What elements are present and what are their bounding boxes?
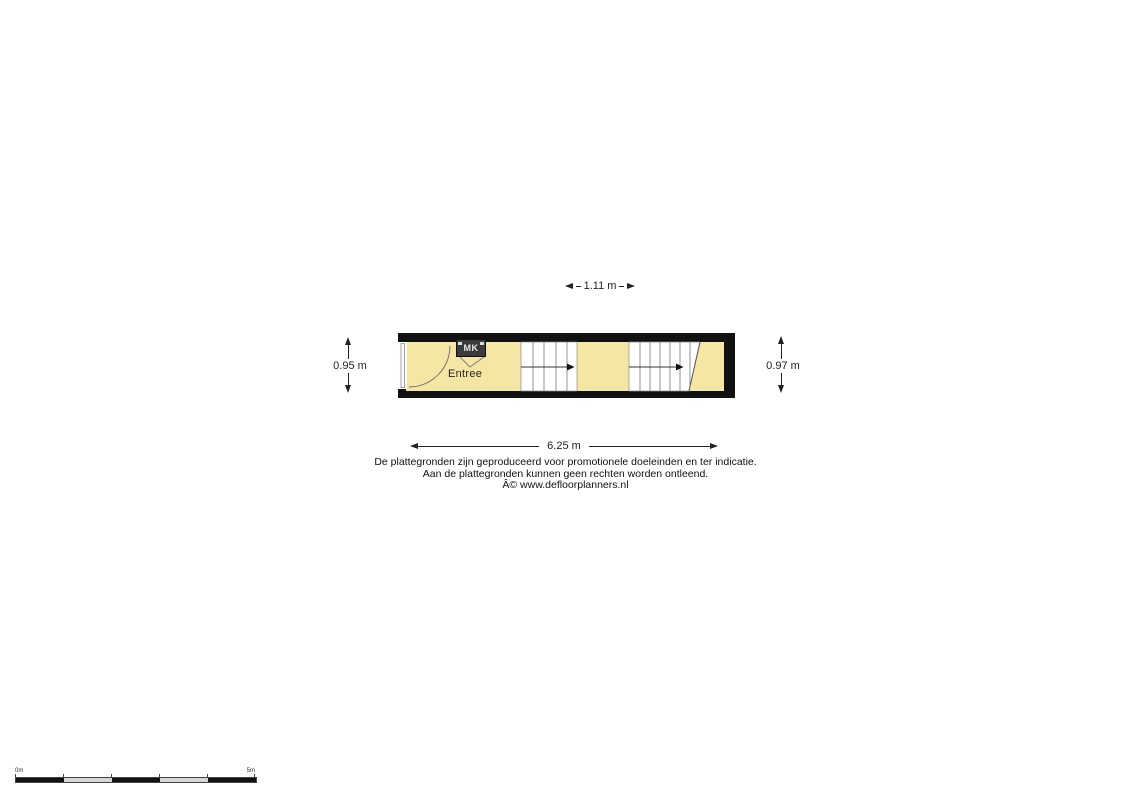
dimension-top-value: 1.11 m [583, 280, 617, 292]
scale-bar-start-label: 0m [15, 768, 24, 774]
disclaimer-line-3: Â© www.defloorplanners.nl [502, 479, 629, 492]
floor-plan-linework [398, 333, 735, 398]
scale-bar [15, 768, 255, 783]
arrow-down-icon [345, 385, 351, 393]
staircase-lower [521, 342, 577, 391]
scale-bar-end-label: 5m [246, 768, 255, 774]
dimension-bottom-value: 6.25 m [539, 440, 589, 452]
scale-bar-segments [15, 777, 257, 783]
dimension-right-value: 0.97 m [758, 359, 808, 373]
arrow-left-icon [565, 283, 573, 289]
dimension-left-value: 0.95 m [326, 359, 374, 373]
disclaimer [0, 457, 1131, 492]
staircase-upper [629, 342, 700, 391]
meter-closet-label: MK [463, 343, 479, 353]
arrow-right-icon [627, 283, 635, 289]
entry-door-leaf [401, 344, 405, 388]
room-label: Entree [448, 368, 483, 380]
meter-mark-icon [458, 342, 462, 345]
dimension-bottom [410, 439, 718, 454]
floor-plan [398, 333, 735, 398]
meter-mark-icon [480, 342, 484, 345]
arrow-down-icon [778, 385, 784, 393]
disclaimer-line-2: Aan de plattegronden kunnen geen rechten worden ontleend. [422, 467, 709, 480]
disclaimer-line-1: De plattegronden zijn geproduceerd voor promotionele doeleinden en ter indicatie. [374, 456, 757, 468]
dimension-top [565, 279, 635, 293]
meter-closet-box [456, 339, 486, 357]
